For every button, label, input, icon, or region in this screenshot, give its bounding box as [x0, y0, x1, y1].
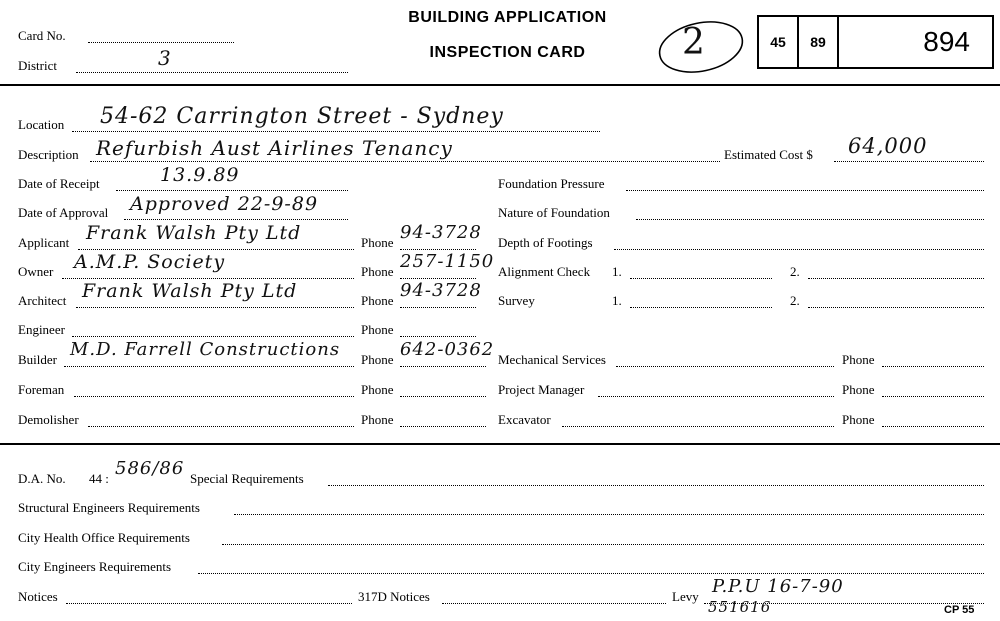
notices-label: Notices: [18, 589, 58, 604]
code-b: 89: [799, 17, 839, 67]
card-number: 894: [923, 26, 970, 57]
excavator-field[interactable]: [562, 426, 834, 427]
mechanical-services-field[interactable]: [616, 366, 834, 367]
nature-foundation-field[interactable]: [636, 219, 984, 220]
da-no-prefix: 44 :: [89, 471, 109, 486]
engineer-label: Engineer: [18, 322, 65, 337]
engineer-field[interactable]: [72, 336, 354, 337]
excavator-phone-label: Phone: [842, 412, 875, 427]
city-health-field[interactable]: [222, 544, 984, 545]
description-field[interactable]: [90, 161, 720, 162]
demolisher-field[interactable]: [88, 426, 354, 427]
card-no-field[interactable]: [88, 42, 234, 43]
special-requirements-label: Special Requirements: [190, 471, 304, 486]
applicant-phone-field[interactable]: [400, 249, 476, 250]
date-receipt-label: Date of Receipt: [18, 176, 100, 191]
applicant-value: Frank Walsh Pty Ltd: [86, 222, 302, 244]
notices-317d-field[interactable]: [442, 603, 666, 604]
alignment-one-field[interactable]: [630, 278, 772, 279]
excavator-phone-field[interactable]: [882, 426, 984, 427]
mechanical-services-label: Mechanical Services: [498, 352, 606, 367]
engineer-phone-label: Phone: [361, 322, 394, 337]
date-receipt-value: 13.9.89: [160, 164, 240, 186]
district-label: District: [18, 58, 57, 73]
builder-phone-value: 642-0362: [400, 339, 495, 360]
levy-sub-value: 551616: [708, 598, 772, 616]
date-approval-label: Date of Approval: [18, 205, 109, 220]
mechanical-phone-label: Phone: [842, 352, 875, 367]
project-manager-field[interactable]: [598, 396, 834, 397]
demolisher-label: Demolisher: [18, 412, 79, 427]
applicant-field[interactable]: [78, 249, 354, 250]
foundation-pressure-field[interactable]: [626, 190, 984, 191]
foreman-phone-field[interactable]: [400, 396, 486, 397]
builder-label: Builder: [18, 352, 57, 367]
levy-value: P.P.U 16-7-90: [712, 576, 844, 597]
alignment-two-label: 2.: [790, 264, 800, 279]
city-engineers-label: City Engineers Requirements: [18, 559, 172, 574]
district-value: 3: [158, 46, 172, 70]
da-no-value: 586/86: [115, 458, 185, 479]
estimated-cost-value: 64,000: [848, 134, 928, 158]
architect-phone-value: 94-3728: [400, 280, 482, 301]
code-a: 45: [759, 17, 799, 67]
builder-phone-field[interactable]: [400, 366, 486, 367]
district-field[interactable]: [76, 72, 348, 73]
special-requirements-field[interactable]: [328, 485, 984, 486]
form-title-line1: BUILDING APPLICATION: [408, 9, 607, 26]
depth-footings-field[interactable]: [614, 249, 984, 250]
structural-engineers-label: Structural Engineers Requirements: [18, 500, 200, 515]
location-value: 54-62 Carrington Street - Sydney: [100, 104, 504, 129]
location-field[interactable]: [72, 131, 600, 132]
survey-one-field[interactable]: [630, 307, 772, 308]
structural-engineers-field[interactable]: [234, 514, 984, 515]
foreman-field[interactable]: [74, 396, 354, 397]
project-manager-label: Project Manager: [498, 382, 585, 397]
builder-phone-label: Phone: [361, 352, 394, 367]
foreman-phone-label: Phone: [361, 382, 394, 397]
city-health-label: City Health Office Requirements: [18, 530, 190, 545]
notices-317d-label: 317D Notices: [358, 589, 430, 604]
date-approval-field[interactable]: [124, 219, 348, 220]
depth-footings-label: Depth of Footings: [498, 235, 593, 250]
foundation-pressure-label: Foundation Pressure: [498, 176, 605, 191]
location-label: Location: [18, 117, 65, 132]
mechanical-phone-field[interactable]: [882, 366, 984, 367]
owner-phone-label: Phone: [361, 264, 394, 279]
levy-label: Levy: [672, 589, 699, 604]
builder-value: M.D. Farrell Constructions: [70, 339, 341, 360]
circled-number: 2: [682, 22, 706, 63]
alignment-one-label: 1.: [612, 264, 622, 279]
engineer-phone-field[interactable]: [400, 336, 476, 337]
survey-two-label: 2.: [790, 293, 800, 308]
applicant-phone-label: Phone: [361, 235, 394, 250]
owner-label: Owner: [18, 264, 54, 279]
owner-phone-field[interactable]: [400, 278, 476, 279]
architect-phone-field[interactable]: [400, 307, 476, 308]
architect-label: Architect: [18, 293, 67, 308]
owner-field[interactable]: [62, 278, 354, 279]
survey-two-field[interactable]: [808, 307, 984, 308]
architect-value: Frank Walsh Pty Ltd: [82, 280, 298, 302]
description-value: Refurbish Aust Airlines Tenancy: [96, 136, 453, 160]
owner-phone-value: 257-1150: [400, 251, 495, 272]
alignment-check-label: Alignment Check: [498, 264, 591, 279]
estimated-cost-label: Estimated Cost $: [724, 147, 813, 162]
architect-field[interactable]: [76, 307, 354, 308]
card-no-label: Card No.: [18, 28, 66, 43]
form-code: CP 55: [944, 604, 975, 616]
section-divider: [0, 443, 1000, 445]
architect-phone-label: Phone: [361, 293, 394, 308]
description-label: Description: [18, 147, 79, 162]
demolisher-phone-field[interactable]: [400, 426, 486, 427]
applicant-phone-value: 94-3728: [400, 222, 482, 243]
project-manager-phone-field[interactable]: [882, 396, 984, 397]
owner-value: A.M.P. Society: [74, 251, 226, 273]
alignment-two-field[interactable]: [808, 278, 984, 279]
form-title-line2: INSPECTION CARD: [429, 44, 586, 61]
da-no-label: D.A. No.: [18, 471, 66, 486]
date-approval-value: Approved 22-9-89: [130, 193, 319, 215]
date-receipt-field[interactable]: [116, 190, 348, 191]
nature-foundation-label: Nature of Foundation: [498, 205, 610, 220]
notices-field[interactable]: [66, 603, 352, 604]
estimated-cost-field[interactable]: [834, 161, 984, 162]
survey-one-label: 1.: [612, 293, 622, 308]
foreman-label: Foreman: [18, 382, 65, 397]
survey-label: Survey: [498, 293, 535, 308]
demolisher-phone-label: Phone: [361, 412, 394, 427]
card-code-box: [757, 15, 994, 69]
city-engineers-field[interactable]: [198, 573, 984, 574]
applicant-label: Applicant: [18, 235, 70, 250]
excavator-label: Excavator: [498, 412, 551, 427]
builder-field[interactable]: [64, 366, 354, 367]
project-manager-phone-label: Phone: [842, 382, 875, 397]
header-divider: [0, 84, 1000, 86]
